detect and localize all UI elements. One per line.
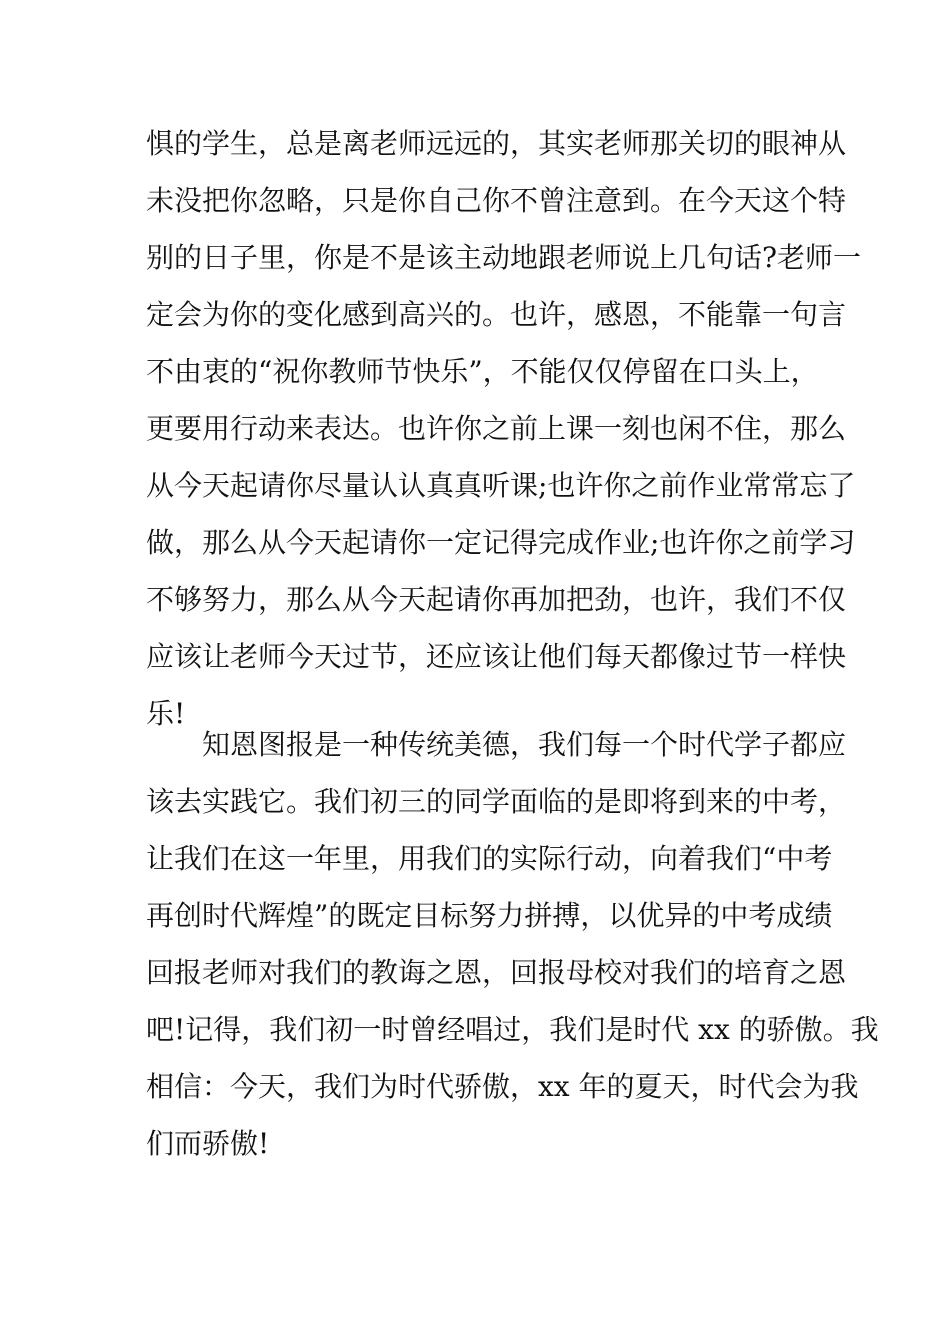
paragraph-line: 让我们在这一年里，用我们的实际行动，向着我们“中考: [146, 842, 833, 875]
paragraph-2: [146, 716, 879, 1172]
paragraph-line: 再创时代辉煌”的既定目标努力拼搏，以优异的中考成绩: [146, 899, 833, 932]
paragraph-line: 们而骄傲!: [146, 1127, 270, 1160]
paragraph-line: 该去实践它。我们初三的同学面临的是即将到来的中考，: [146, 785, 847, 818]
paragraph-line: 吧!记得，我们初一时曾经唱过，我们是时代 xx 的骄傲。我: [146, 1013, 879, 1046]
paragraph-line: 从今天起请你尽量认认真真听课;也许你之前作业常常忘了: [146, 469, 856, 502]
paragraph-line: 回报老师对我们的教诲之恩，回报母校对我们的培育之恩: [146, 956, 847, 989]
paragraph-line: 应该让老师今天过节，还应该让他们每天都像过节一样快: [146, 640, 847, 673]
paragraph-line: 定会为你的变化感到高兴的。也许，感恩，不能靠一句言: [146, 298, 847, 331]
paragraph-line: 别的日子里，你是不是该主动地跟老师说上几句话?老师一: [146, 241, 862, 274]
paragraph-line: 更要用行动来表达。也许你之前上课一刻也闲不住，那么: [146, 412, 847, 445]
paragraph-line: 不够努力，那么从今天起请你再加把劲，也许，我们不仅: [146, 583, 847, 616]
paragraph-line: 不由衷的“祝你教师节快乐”，不能仅仅停留在口头上，: [146, 355, 819, 388]
paragraph-line: 相信：今天，我们为时代骄傲，xx 年的夏天，时代会为我: [146, 1070, 859, 1103]
paragraph-1: [146, 115, 862, 742]
paragraph-line: 未没把你忽略，只是你自己你不曾注意到。在今天这个特: [146, 184, 847, 217]
paragraph-line: 乐!: [146, 697, 186, 730]
paragraph-line: 惧的学生，总是离老师远远的，其实老师那关切的眼神从: [146, 127, 847, 160]
paragraph-line: 做，那么从今天起请你一定记得完成作业;也许你之前学习: [146, 526, 856, 559]
paragraph-line: 知恩图报是一种传统美德，我们每一个时代学子都应: [202, 728, 847, 761]
